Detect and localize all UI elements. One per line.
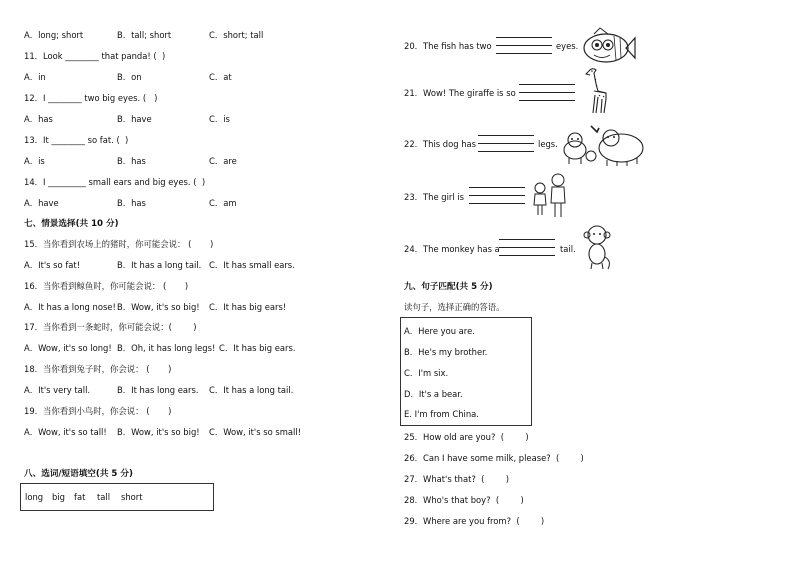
q15-option-b[interactable]: B．It has a long tail. <box>117 260 202 270</box>
q19-option-c[interactable]: C．Wow, it's so small! <box>209 427 302 437</box>
word-bank-box <box>20 483 214 511</box>
answer-c: C．I'm six. <box>404 368 449 378</box>
q14-option-b[interactable]: B．has <box>117 198 146 208</box>
section7-heading: 七、情景选择(共 10 分) <box>24 219 119 229</box>
q23-blank-line-2[interactable] <box>469 195 525 196</box>
q28-text[interactable]: 28．Who's that boy? ( ) <box>404 495 524 505</box>
q10-option-b[interactable]: B．tall; short <box>117 30 172 40</box>
fish-icon <box>580 26 636 66</box>
answer-a: A．Here you are. <box>404 326 475 336</box>
giraffe-icon <box>580 65 610 115</box>
q18-option-a[interactable]: A．It's very tall. <box>24 385 91 395</box>
q20-blank-line-1[interactable] <box>496 37 552 38</box>
q24-text: 24．The monkey has a <box>404 244 500 254</box>
q16-text: 16．当你看到鲸鱼时，你可能会说： ( ) <box>24 281 189 291</box>
q17-option-c[interactable]: C．It has big ears. <box>219 343 296 353</box>
q22-blank-line-3[interactable] <box>478 151 534 152</box>
q22-text-end: legs. <box>538 139 558 149</box>
monkey-icon <box>582 223 612 271</box>
q15-option-c[interactable]: C．It has small ears. <box>209 260 295 270</box>
answer-b: B．He's my brother. <box>404 347 488 357</box>
section9-instruction: 读句子，选择正确的答语。 <box>404 302 505 312</box>
q29-text[interactable]: 29．Where are you from? ( ) <box>404 516 545 526</box>
q11-text: 11．Look ________ that panda! ( ) <box>24 51 166 61</box>
q14-option-c[interactable]: C．am <box>209 198 237 208</box>
q20-text: 20．The fish has two <box>404 41 492 51</box>
q18-text: 18．当你看到兔子时，你会说： ( ) <box>24 364 172 374</box>
q16-option-a[interactable]: A．It has a long nose! <box>24 302 116 312</box>
q12-option-b[interactable]: B．have <box>117 114 152 124</box>
q22-text: 22．This dog has <box>404 139 477 149</box>
q23-blank-line-3[interactable] <box>469 203 525 204</box>
q24-blank-line-1[interactable] <box>499 239 555 240</box>
q15-text: 15．当你看到农场上的猪时，你可能会说： ( ) <box>24 239 214 249</box>
word-bank-long: long <box>25 492 44 502</box>
q12-option-a[interactable]: A．has <box>24 114 53 124</box>
word-bank-short: short <box>121 492 143 502</box>
q16-option-b[interactable]: B．Wow, it's so big! <box>117 302 200 312</box>
q12-text: 12．I ________ two big eyes. ( ) <box>24 93 158 103</box>
word-bank-fat: fat <box>74 492 86 502</box>
q11-option-c[interactable]: C．at <box>209 72 232 82</box>
q15-option-a[interactable]: A．It's so fat! <box>24 260 81 270</box>
answer-options-box <box>400 317 532 426</box>
q23-blank-line-1[interactable] <box>469 187 525 188</box>
q24-blank-line-2[interactable] <box>499 247 555 248</box>
q12-option-c[interactable]: C．is <box>209 114 230 124</box>
q13-option-a[interactable]: A．is <box>24 156 45 166</box>
q10-option-c[interactable]: C．short; tall <box>209 30 264 40</box>
girl-and-boy-icon <box>530 173 570 219</box>
q10-option-a[interactable]: A．long; short <box>24 30 84 40</box>
q18-option-b[interactable]: B．It has long ears. <box>117 385 199 395</box>
q11-option-b[interactable]: B．on <box>117 72 142 82</box>
q17-option-a[interactable]: A．Wow, it's so long! <box>24 343 112 353</box>
section9-heading: 九、句子匹配(共 5 分) <box>404 282 493 292</box>
q22-blank-line-1[interactable] <box>478 135 534 136</box>
q21-text: 21．Wow! The giraffe is so <box>404 88 516 98</box>
q23-text: 23．The girl is <box>404 192 465 202</box>
q19-option-a[interactable]: A．Wow, it's so tall! <box>24 427 107 437</box>
q24-blank-line-3[interactable] <box>499 255 555 256</box>
q13-option-c[interactable]: C．are <box>209 156 237 166</box>
q11-option-a[interactable]: A．in <box>24 72 46 82</box>
answer-d: D．It's a bear. <box>404 389 463 399</box>
section8-heading: 八、选词/短语填空(共 5 分) <box>24 469 133 479</box>
q21-blank-line-2[interactable] <box>519 92 575 93</box>
q27-text[interactable]: 27．What's that? ( ) <box>404 474 509 484</box>
q20-blank-line-2[interactable] <box>496 45 552 46</box>
word-bank-big: big <box>52 492 65 502</box>
q21-blank-line-1[interactable] <box>519 84 575 85</box>
q24-text-end: tail. <box>560 244 576 254</box>
q20-text-end: eyes. <box>556 41 579 51</box>
q26-text[interactable]: 26．Can I have some milk, please? ( ) <box>404 453 584 463</box>
q20-blank-line-3[interactable] <box>496 53 552 54</box>
word-bank-tall: tall <box>97 492 111 502</box>
q17-text: 17．当你看到一条蛇时，你可能会说：( ) <box>24 322 197 332</box>
q13-option-b[interactable]: B．has <box>117 156 146 166</box>
q19-text: 19．当你看到小鸟时，你会说： ( ) <box>24 406 172 416</box>
q16-option-c[interactable]: C．It has big ears! <box>209 302 287 312</box>
dogs-icon <box>561 118 647 168</box>
q14-text: 14．I _________ small ears and big eyes. ( ) <box>24 177 206 187</box>
q18-option-c[interactable]: C．It has a long tail. <box>209 385 294 395</box>
q14-option-a[interactable]: A．have <box>24 198 59 208</box>
q19-option-b[interactable]: B．Wow, it's so big! <box>117 427 200 437</box>
q13-text: 13．It ________ so fat. ( ) <box>24 135 129 145</box>
q22-blank-line-2[interactable] <box>478 143 534 144</box>
q17-option-b[interactable]: B．Oh, it has long legs! <box>117 343 216 353</box>
q25-text[interactable]: 25．How old are you? ( ) <box>404 432 529 442</box>
answer-e: E. I'm from China. <box>404 409 479 419</box>
q21-blank-line-3[interactable] <box>519 100 575 101</box>
